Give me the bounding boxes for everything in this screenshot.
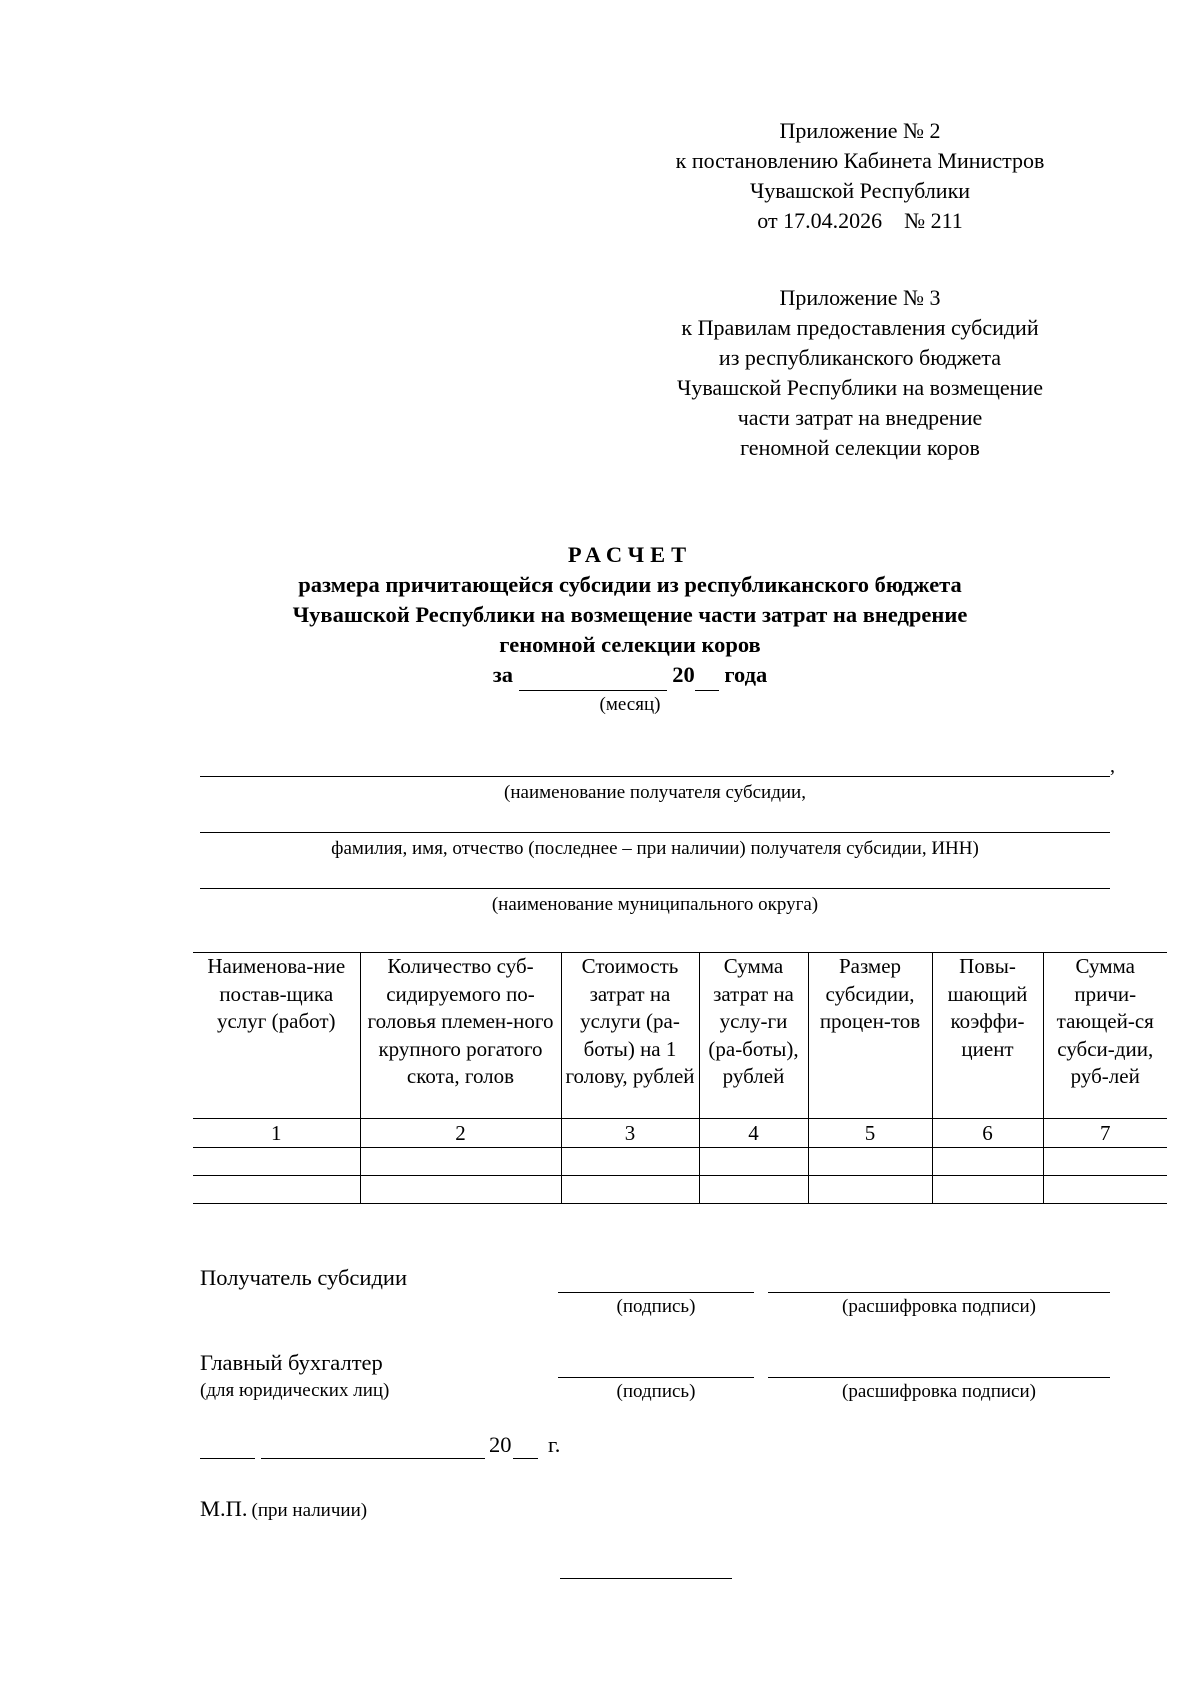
accountant-signature-line (558, 1377, 754, 1378)
recipient-name-hint: (наименование получателя субсидии, (504, 782, 806, 803)
header-cost-per-head: Стоимость затрат на услуги (ра-боты) на 1 голову, рублей (561, 953, 699, 1119)
appendix-3-line-1: Приложение № 3 (779, 285, 941, 310)
table-cell[interactable] (699, 1148, 808, 1176)
district-line (200, 888, 1110, 889)
table-cell[interactable] (360, 1148, 561, 1176)
recipient-line-comma: , (1110, 755, 1115, 777)
column-number: 3 (561, 1119, 699, 1148)
date-suffix: г. (548, 1432, 561, 1457)
appendix-2-block (630, 116, 1090, 236)
title-line-1: размера причитающейся субсидии из республиканского бюджета (298, 572, 962, 597)
table-cell[interactable] (932, 1148, 1043, 1176)
column-number: 4 (699, 1119, 808, 1148)
table-header-row (193, 953, 1167, 1119)
closing-separator (560, 1578, 732, 1579)
date-year: 20 (489, 1432, 512, 1457)
table-cell[interactable] (193, 1176, 360, 1204)
month-blank (519, 660, 667, 691)
period-prefix: за (492, 662, 514, 687)
accountant-decoding-line (768, 1377, 1110, 1378)
table-number-row (193, 1119, 1167, 1148)
column-number: 2 (360, 1119, 561, 1148)
period-suffix: года (724, 662, 768, 687)
header-subsidy-amount: Сумма причи-тающей-ся субси-дии, руб-лей (1043, 953, 1167, 1119)
year-blank (695, 660, 719, 691)
appendix-3-line-4: Чувашской Республики на возмещение (677, 375, 1043, 400)
document-title (200, 540, 1060, 691)
table-cell[interactable] (1043, 1148, 1167, 1176)
table-row (193, 1176, 1167, 1204)
recipient-decoding-hint: (расшифровка подписи) (842, 1296, 1036, 1317)
accountant-decoding-hint: (расшифровка подписи) (842, 1381, 1036, 1402)
header-total-cost: Сумма затрат на услу-ги (ра-боты), рублей (699, 953, 808, 1119)
recipient-fio-line (200, 832, 1110, 833)
header-coefficient: Повы-шающий коэффи-циент (932, 953, 1043, 1119)
month-hint: (месяц) (599, 694, 661, 715)
column-number: 7 (1043, 1119, 1167, 1148)
recipient-signature-label: Получатель субсидии (200, 1265, 407, 1290)
appendix-3-block (630, 283, 1090, 463)
appendix-2-line-4: от 17.04.2026 № 211 (757, 208, 963, 233)
accountant-note: (для юридических лиц) (200, 1380, 390, 1401)
recipient-decoding-line (768, 1292, 1110, 1293)
title-line-2: Чувашской Республики на возмещение части затрат на внедрение (292, 602, 968, 627)
header-supplier: Наименова-ние постав-щика услуг (работ) (193, 953, 360, 1119)
appendix-2-line-2: к постановлению Кабинета Министров (675, 148, 1045, 173)
column-number: 6 (932, 1119, 1043, 1148)
title-line-3: геномной селекции коров (499, 632, 761, 657)
date-day-line (200, 1458, 255, 1459)
recipient-signature-line (558, 1292, 754, 1293)
header-livestock-count: Количество суб-сидируемого по-головья племен-ного крупного рогатого скота, голов (360, 953, 561, 1119)
recipient-name-line (200, 776, 1110, 777)
accountant-signature-label: Главный бухгалтер (200, 1350, 383, 1375)
date-month-line (261, 1458, 485, 1459)
district-hint: (наименование муниципального округа) (491, 894, 819, 915)
appendix-3-line-2: к Правилам предоставления субсидий (681, 315, 1039, 340)
table-cell[interactable] (1043, 1176, 1167, 1204)
title-heading: РАСЧЕТ (567, 542, 693, 567)
calculation-table (193, 952, 1167, 1204)
table-cell[interactable] (561, 1148, 699, 1176)
stamp-note: (при наличии) (251, 1500, 368, 1521)
appendix-2-line-1: Приложение № 2 (779, 118, 941, 143)
table-cell[interactable] (808, 1176, 932, 1204)
table-cell[interactable] (932, 1176, 1043, 1204)
stamp-block (200, 1496, 367, 1522)
header-subsidy-percent: Размер субсидии, процен-тов (808, 953, 932, 1119)
title-period (200, 660, 1060, 691)
stamp-label: М.П. (200, 1496, 248, 1521)
table-cell[interactable] (561, 1176, 699, 1204)
table-cell[interactable] (193, 1148, 360, 1176)
date-year-blank (513, 1458, 538, 1459)
recipient-signature-hint: (подпись) (616, 1296, 696, 1317)
appendix-2-line-3: Чувашской Республики (749, 178, 971, 203)
table-cell[interactable] (808, 1148, 932, 1176)
recipient-fio-hint: фамилия, имя, отчество (последнее – при наличии) получателя субсидии, ИНН) (331, 838, 979, 859)
table-cell[interactable] (360, 1176, 561, 1204)
table-row (193, 1148, 1167, 1176)
appendix-3-line-5: части затрат на внедрение (737, 405, 983, 430)
column-number: 1 (193, 1119, 360, 1148)
accountant-signature-hint: (подпись) (616, 1381, 696, 1402)
table-cell[interactable] (699, 1176, 808, 1204)
appendix-3-line-6: геномной селекции коров (740, 435, 980, 460)
period-year: 20 (672, 662, 695, 687)
column-number: 5 (808, 1119, 932, 1148)
appendix-3-line-3: из республиканского бюджета (718, 345, 1002, 370)
